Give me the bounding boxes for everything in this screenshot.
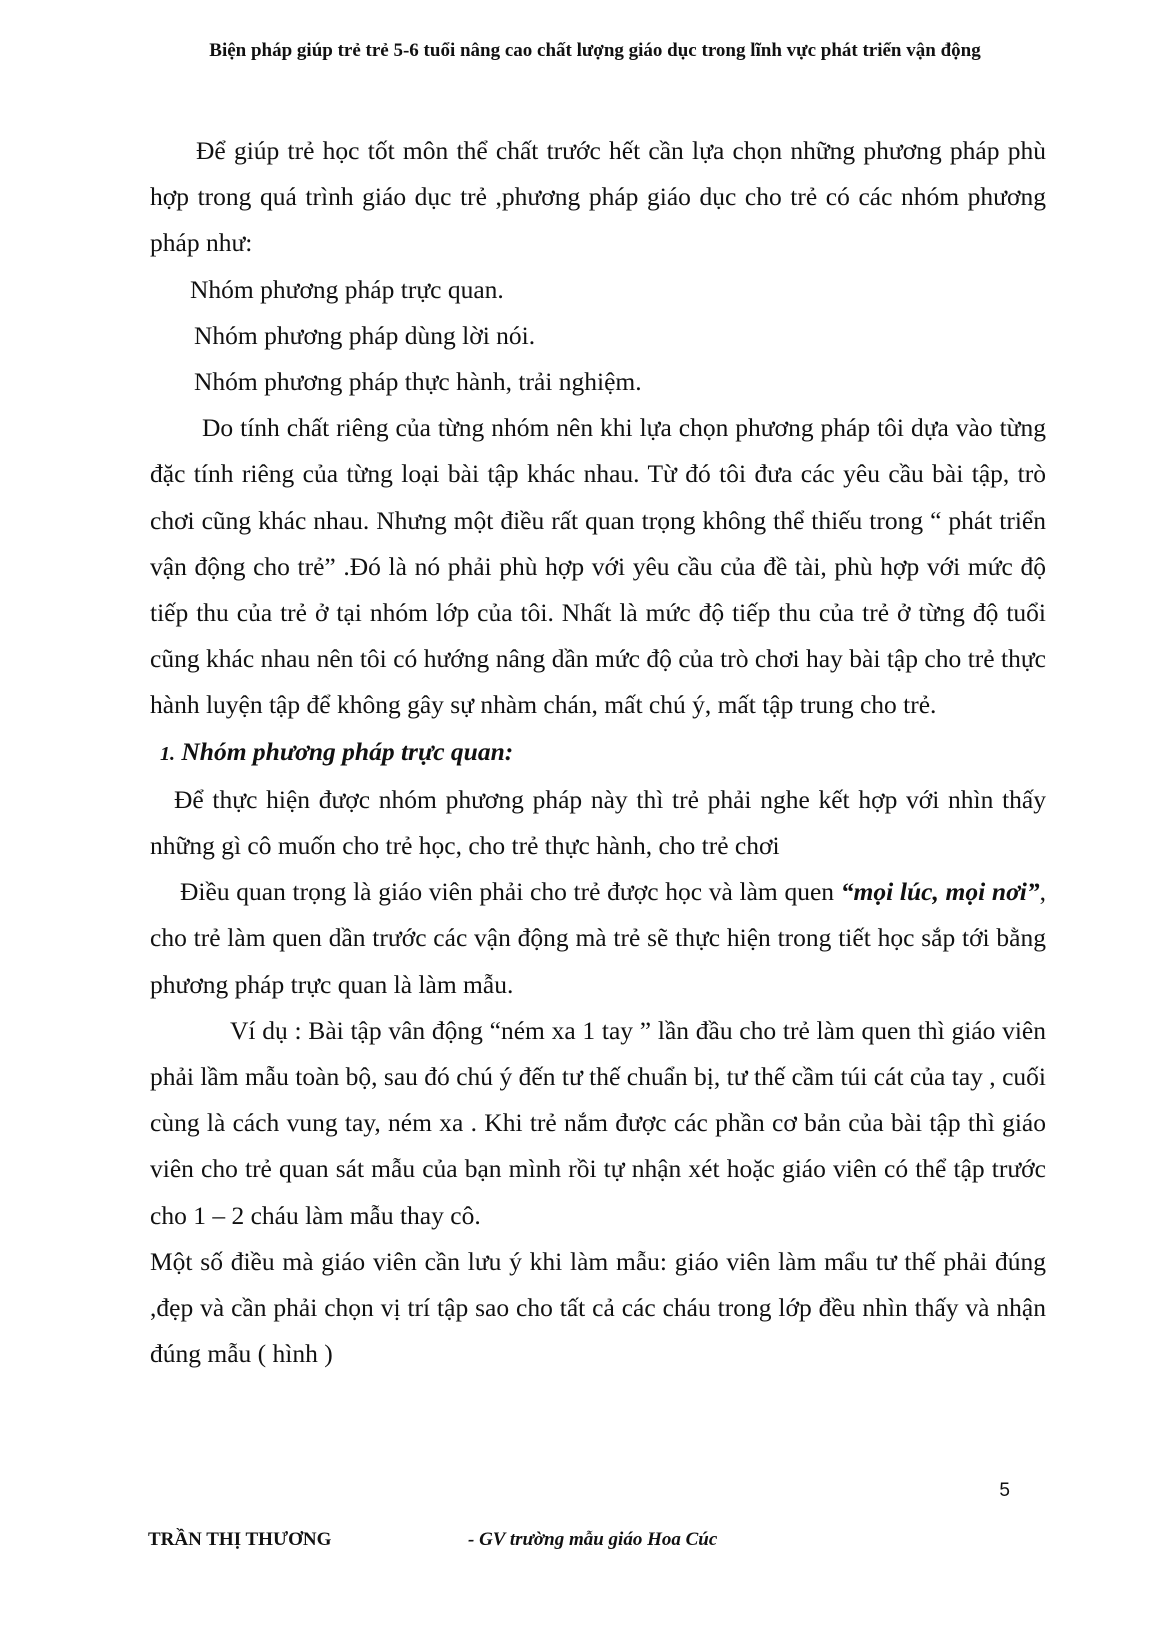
list-item-practice-method: Nhóm phương pháp thực hành, trải nghiệm. <box>194 367 642 397</box>
document-body <box>150 128 1046 1377</box>
paragraph-intro: Để giúp trẻ học tốt môn thể chất trước hết cần lựa chọn những phương pháp phù hợp trong quá trình giáo dục trẻ ,phương pháp giáo dục cho trẻ có các nhóm phương pháp như: <box>150 136 1046 258</box>
text-segment: , cho trẻ làm quen dần trước các vận động mà trẻ sẽ thực hiện trong tiết học sắp tới bằng phương pháp trực quan là làm mẫu. <box>150 877 1046 999</box>
paragraph-anytime-anywhere <box>150 869 1046 1008</box>
list-item-visual-method: Nhóm phương pháp trực quan. <box>190 274 504 304</box>
emphasis-quote: “mọi lúc, mọi nơi” <box>840 877 1040 907</box>
text-segment: Điều quan trọng là giáo viên phải cho trẻ được học và làm quen <box>180 877 841 907</box>
page-number: 5 <box>999 1480 1010 1501</box>
paragraph-notes: Một số điều mà giáo viên cần lưu ý khi làm mẫu: giáo viên làm mẩu tư thế phải đúng ,đẹp và cần phải chọn vị trí tập sao cho tất cả các cháu trong lớp đều nhìn thấy và nhận đúng mẫu ( hình ) <box>150 1246 1046 1369</box>
footer-school: - GV trường mẫu giáo Hoa Cúc <box>468 1529 718 1550</box>
page-header-title: Biện pháp giúp trẻ trẻ 5-6 tuổi nâng cao chất lượng giáo dục trong lĩnh vực phát triển vận động <box>209 40 981 61</box>
section-number: 1. <box>160 742 175 765</box>
paragraph-example: Ví dụ : Bài tập vân động “ném xa 1 tay ” lần đầu cho trẻ làm quen thì giáo viên phải lầm mẫu toàn bộ, sau đó chú ý đến tư thế chuẩn bị, tư thế cầm túi cát của tay , cuối cùng là cách vung tay, ném xa . Khi trẻ nắm được các phần cơ bản của bài tập thì giáo viên cho trẻ quan sát mẫu của bạn mình rồi tự nhận xét hoặc giáo viên có thể tập trước cho 1 – 2 cháu làm mẫu thay cô. <box>150 1015 1046 1230</box>
footer-author: TRẦN THỊ THƯƠNG <box>148 1529 332 1550</box>
section-heading-visual-method <box>150 729 1046 777</box>
list-item-verbal-method: Nhóm phương pháp dùng lời nói. <box>194 320 536 350</box>
section-title: Nhóm phương pháp trực quan: <box>181 736 514 766</box>
paragraph-method-selection: Do tính chất riêng của từng nhóm nên khi lựa chọn phương pháp tôi dựa vào từng đặc tính riêng của từng loại bài tập khác nhau. Từ đó tôi đưa các yêu cầu bài tập, trò chơi cũng khác nhau. Nhưng một điều rất quan trọng không thể thiếu trong “ phát triển vận động cho trẻ” .Đó là nó phải phù hợp với yêu cầu của đề tài, phù hợp với mức độ tiếp thu của trẻ ở tại nhóm lớp của tôi. Nhất là mức độ tiếp thu của trẻ ở từng độ tuổi cũng khác nhau nên tôi có hướng nâng dần mức độ của trò chơi hay bài tập cho trẻ thực hành luyện tập để không gây sự nhàm chán, mất chú ý, mất tập trung cho trẻ. <box>150 413 1046 720</box>
paragraph-visual-method: Để thực hiện được nhóm phương pháp này thì trẻ phải nghe kết hợp với nhìn thấy những gì cô muốn cho trẻ học, cho trẻ thực hành, cho trẻ chơi <box>150 784 1046 861</box>
